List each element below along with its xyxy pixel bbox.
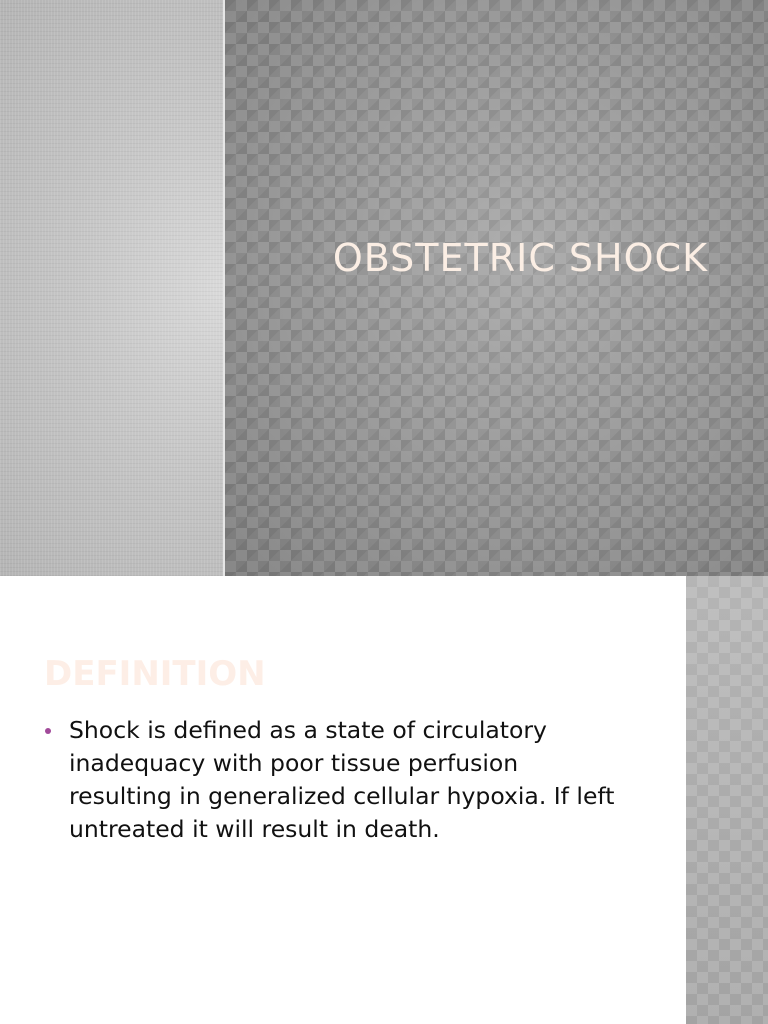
bullet-item (44, 714, 624, 846)
definition-slide (0, 576, 768, 1024)
slide-title: OBSTETRIC SHOCK (332, 236, 708, 280)
left-gradient-panel (0, 0, 224, 576)
bullet-text: Shock is defined as a state of circulatory inadequacy with poor tissue perfusion resulting in generalized cellular hypoxia. If left untreated it will result in death. (69, 716, 615, 843)
patterned-title-panel (225, 0, 768, 576)
bullet-dot-icon (45, 728, 51, 734)
slide-heading: DEFINITION (44, 654, 266, 694)
bullet-list (44, 714, 624, 846)
patterned-side-stripe (686, 576, 768, 1024)
